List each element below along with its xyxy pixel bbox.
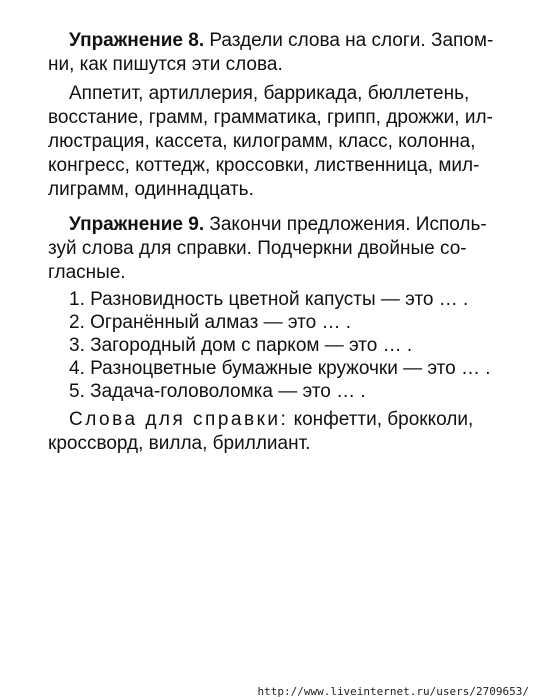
exercise-8-task-line-2: ни, как пишутся эти слова. [48,54,283,75]
exercise-9-reference-line-2: кроссворд, вилла, бриллиант. [48,433,311,454]
exercise-8-words-line-2: восстание, грамм, грамматика, грипп, дрожжи, ил- [48,107,493,128]
exercise-8-words-line-4: конгресс, коттедж, кроссовки, лиственница, мил- [48,155,480,176]
reference-label: Слова для справки: [69,409,289,430]
exercise-8-words-line-3: люстрация, кассета, килограмм, класс, колонна, [48,131,476,152]
exercise-8-heading: Упражнение 8. [69,30,205,51]
exercise-9-reference-line-1 [69,408,473,432]
exercise-9-task-line-3: гласные. [48,262,126,283]
watermark-url: http://www.liveinternet.ru/users/2709653/ [257,685,529,698]
exercise-9-task-text: Закончи предложения. Исполь- [209,214,487,235]
exercise-8-task-text: Раздели слова на слоги. Запом- [209,30,494,51]
exercise-9-item-2: 2. Огранённый алмаз — это … . [69,312,352,333]
exercise-9-item-5: 5. Задача-головоломка — это … . [69,381,366,402]
exercise-9-item-1: 1. Разновидность цветной капусты — это … . [69,289,469,310]
exercise-8-words-line-1: Аппетит, артиллерия, баррикада, бюллетень, [69,83,470,104]
exercise-8-words-line-5: лиграмм, одиннадцать. [48,179,254,200]
exercise-9-heading: Упражнение 9. [69,214,205,235]
exercise-9-task-line-2: зуй слова для справки. Подчеркни двойные со- [48,238,467,259]
exercise-9-item-4: 4. Разноцветные бумажные кружочки — это … . [69,358,491,379]
exercise-8-task-line-1 [69,29,493,53]
exercise-9-task-line-1 [69,213,487,237]
exercise-9-item-3: 3. Загородный дом с парком — это … . [69,335,413,356]
reference-words: конфетти, брокколи, [293,409,474,430]
